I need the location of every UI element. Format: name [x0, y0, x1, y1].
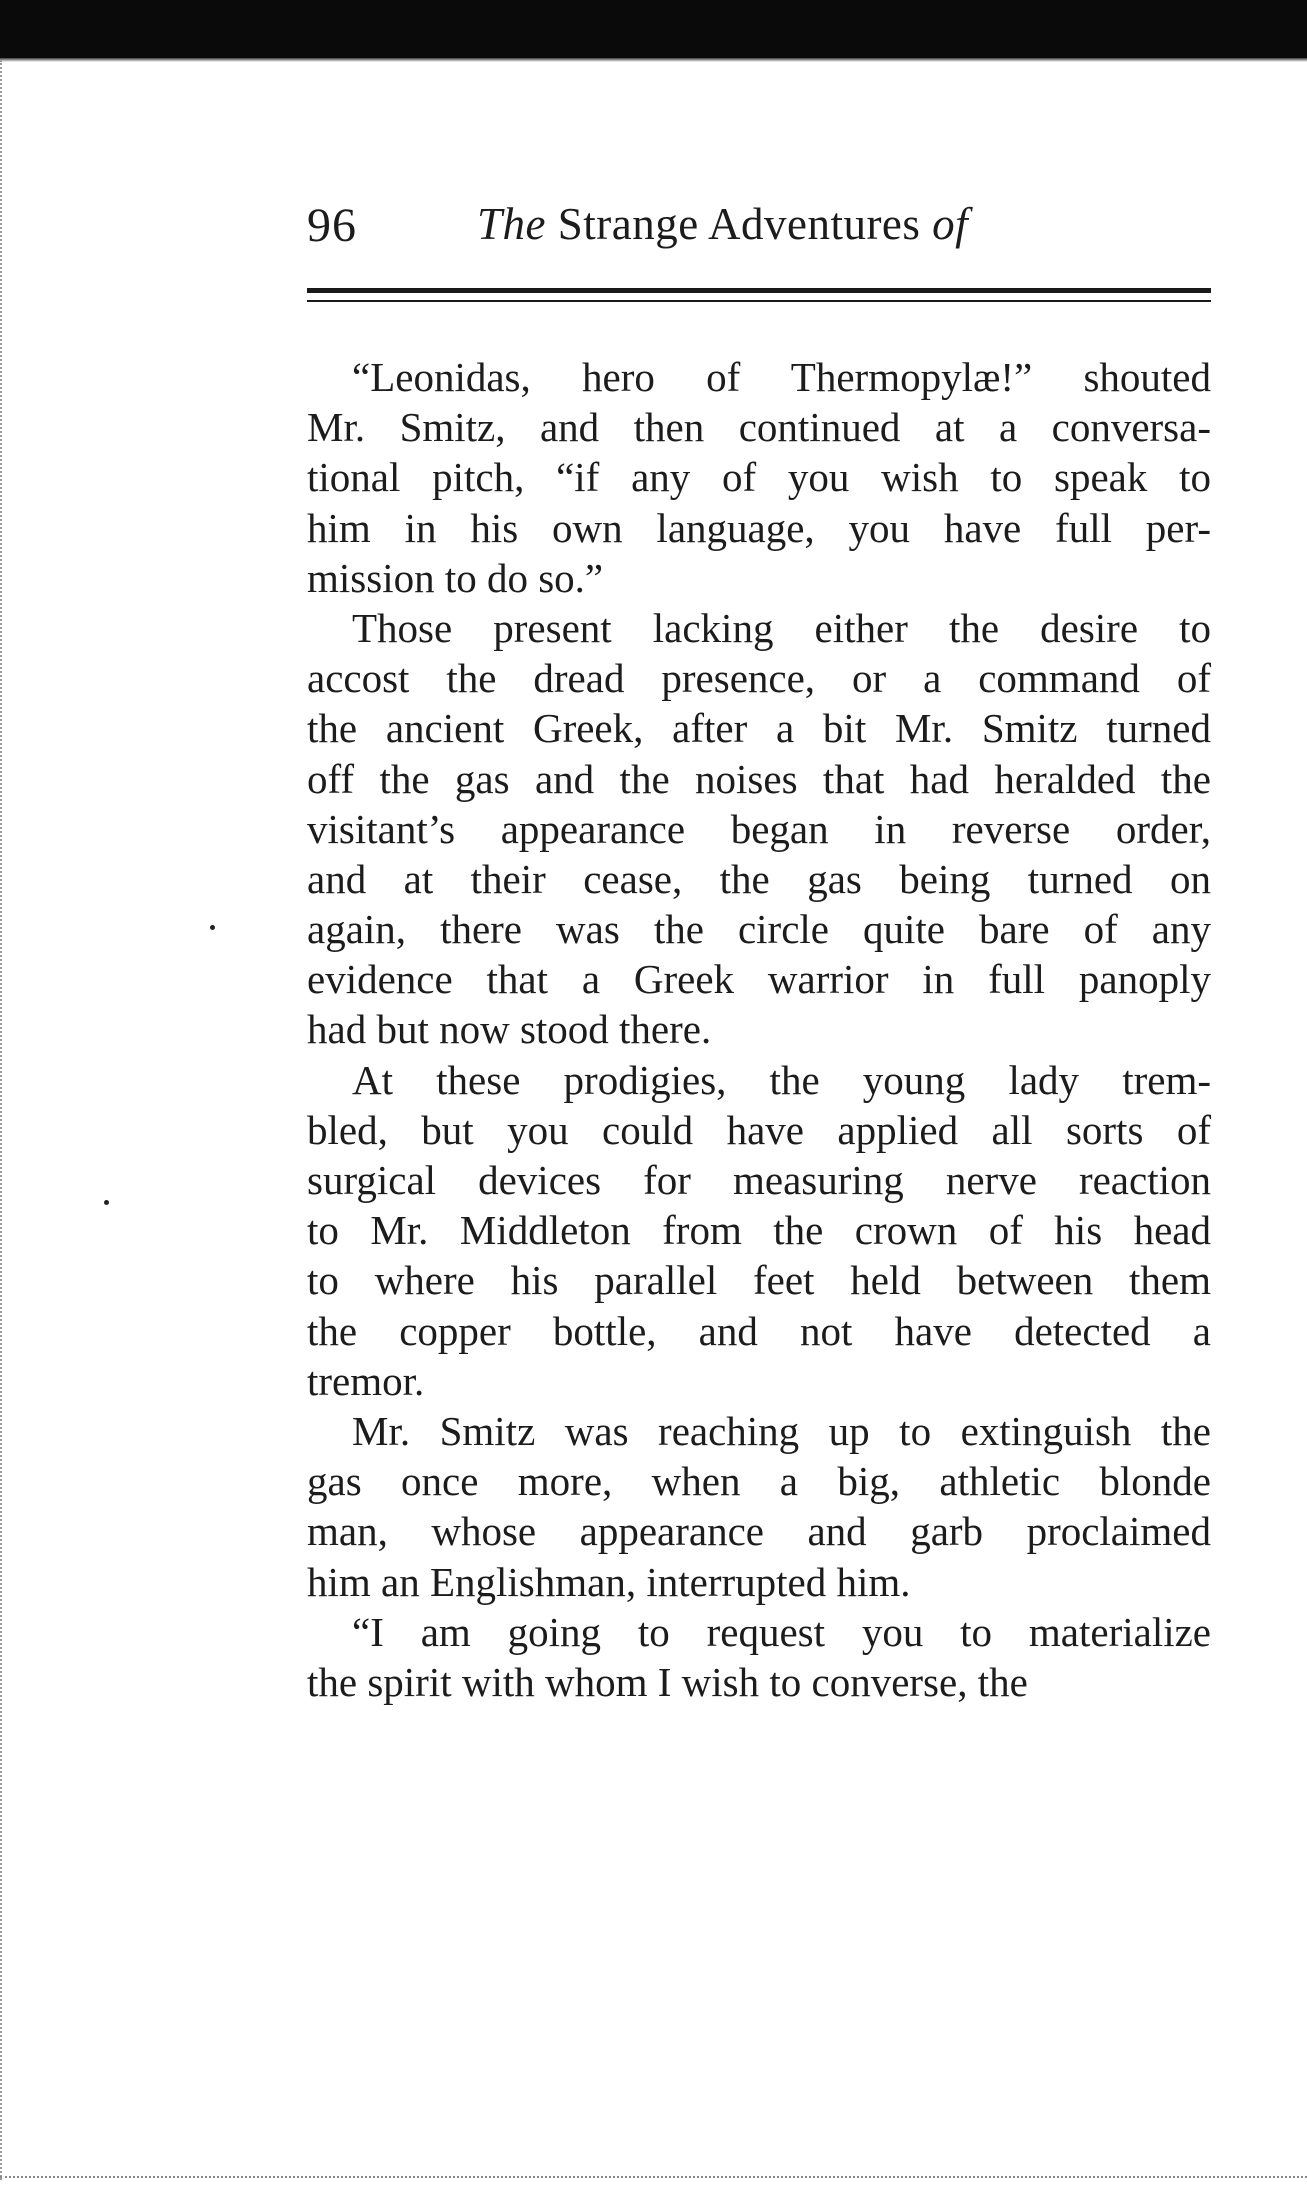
text-line: accost the dread presence, or a command of	[307, 655, 1211, 702]
scan-left-edge	[0, 60, 6, 2180]
text-line: man, whose appearance and garb proclaimed	[307, 1508, 1211, 1555]
running-title-roman: Strange Adventures	[557, 199, 921, 249]
text-line: the ancient Greek, after a bit Mr. Smitz turned	[307, 705, 1211, 752]
text-line: “Leonidas, hero of Thermopylæ!” shouted	[352, 354, 1211, 400]
text-line: again, there was the circle quite bare of any	[307, 906, 1211, 953]
text-line: and at their cease, the gas being turned on	[307, 855, 1211, 902]
text-line: off the gas and the noises that had heralded the	[307, 755, 1211, 802]
running-header	[307, 198, 1211, 268]
paragraph	[307, 352, 1211, 603]
scan-speck	[210, 925, 215, 930]
scan-top-edge	[0, 58, 1307, 62]
text-line: bled, but you could have applied all sorts of	[307, 1106, 1211, 1153]
scan-bottom-edge	[0, 2176, 1307, 2178]
text-line: mission to do so.”	[307, 554, 604, 601]
page-number: 96	[307, 199, 357, 252]
running-title-italic-of: of	[932, 199, 969, 249]
paragraph	[307, 603, 1211, 1055]
text-line: “I am going to request you to materialize	[352, 1608, 1211, 1655]
text-line: the spirit with whom I wish to converse, the	[307, 1658, 1028, 1705]
text-line: him in his own language, you have full per-	[307, 504, 1211, 551]
running-title	[477, 198, 968, 250]
paragraph	[307, 1406, 1211, 1607]
text-line: to Mr. Middleton from the crown of his head	[307, 1207, 1211, 1254]
text-line: tional pitch, “if any of you wish to speak to	[307, 454, 1211, 501]
header-rule-thick	[307, 288, 1211, 293]
text-line: to where his parallel feet held between them	[307, 1257, 1211, 1304]
text-line: At these prodigies, the young lady trem-	[352, 1056, 1211, 1103]
paragraph	[307, 1607, 1211, 1707]
header-rule-thin	[307, 300, 1211, 302]
text-line: surgical devices for measuring nerve reaction	[307, 1157, 1211, 1203]
text-line: gas once more, when a big, athletic blonde	[307, 1458, 1211, 1505]
text-line: had but now stood there.	[307, 1006, 712, 1053]
scan-top-border	[0, 0, 1307, 58]
running-title-italic-the: The	[477, 199, 546, 249]
text-line: him an Englishman, interrupted him.	[307, 1558, 911, 1605]
text-line: Mr. Smitz, and then continued at a conversa-	[307, 404, 1211, 451]
text-line: visitant’s appearance began in reverse order,	[307, 805, 1211, 852]
text-line: Mr. Smitz was reaching up to extinguish the	[352, 1407, 1211, 1454]
paragraph	[307, 1055, 1211, 1406]
text-line: evidence that a Greek warrior in full panoply	[307, 956, 1211, 1003]
text-line: tremor.	[307, 1357, 425, 1404]
scan-speck	[104, 1200, 109, 1205]
body-text	[307, 352, 1211, 1707]
text-line: the copper bottle, and not have detected a	[307, 1307, 1211, 1354]
text-line: Those present lacking either the desire to	[352, 604, 1211, 651]
